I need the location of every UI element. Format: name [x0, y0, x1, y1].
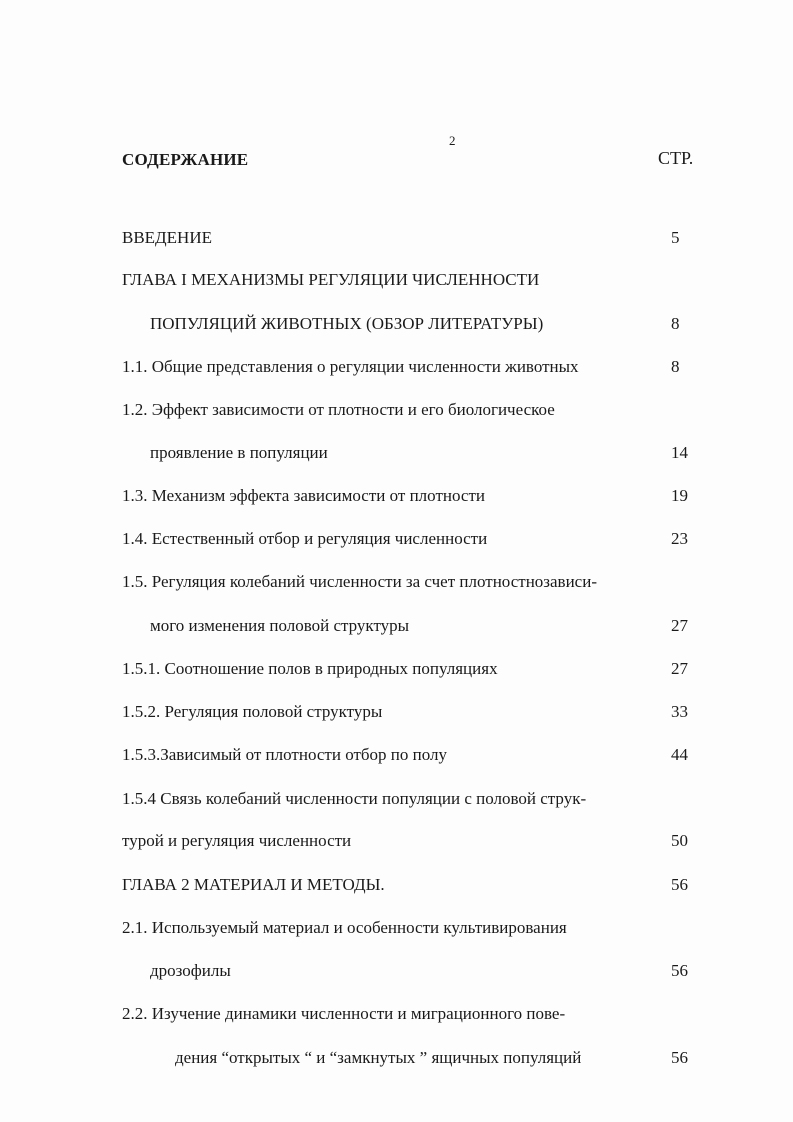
toc-entry-page: 27	[671, 659, 688, 678]
toc-entry	[0, 441, 793, 465]
toc-entry-text: 2.1. Используемый материал и особенности культивирования	[122, 918, 567, 937]
toc-entry-page: 56	[671, 961, 688, 980]
toc-entry-page: 56	[671, 1048, 688, 1067]
toc-entry-text: 1.5.1. Соотношение полов в природных популяциях	[122, 659, 498, 678]
toc-entry-text: 2.2. Изучение динамики численности и миграционного пове-	[122, 1004, 566, 1023]
toc-entry	[0, 355, 793, 379]
toc-entry	[0, 916, 793, 940]
toc-entry-page: 44	[671, 745, 688, 764]
toc-entry-text: турой и регуляция численности	[122, 831, 352, 850]
toc-entry-text: мого изменения половой структуры	[150, 616, 410, 635]
toc-entry-text: ГЛАВА 2 МАТЕРИАЛ И МЕТОДЫ.	[122, 875, 385, 894]
toc-entry-text: 1.3. Механизм эффекта зависимости от плотности	[122, 486, 485, 505]
toc-entry	[0, 829, 793, 853]
toc-entry	[0, 700, 793, 724]
toc-entry-page: 14	[671, 443, 688, 462]
toc-entry	[0, 570, 793, 594]
toc-entry-text: 1.4. Естественный отбор и регуляция численности	[122, 529, 488, 548]
toc-entry	[0, 614, 793, 638]
toc-entry-text: ВВЕДЕНИЕ	[122, 228, 212, 247]
toc-entry-page: 56	[671, 875, 688, 894]
toc-entry	[0, 657, 793, 681]
toc-entry	[0, 959, 793, 983]
toc-entry-page: 19	[671, 486, 688, 505]
toc-entry-page: 27	[671, 616, 688, 635]
toc-entry-page: 8	[671, 357, 680, 376]
toc-entry-text: ПОПУЛЯЦИЙ ЖИВОТНЫХ (ОБЗОР ЛИТЕРАТУРЫ)	[150, 314, 544, 333]
page-title: СОДЕРЖАНИЕ	[122, 150, 249, 169]
toc-entry	[0, 743, 793, 767]
toc-entry	[0, 226, 793, 250]
toc-entry-page: 50	[671, 831, 688, 850]
page-column-label: СТР.	[658, 148, 694, 168]
toc-entry	[0, 873, 793, 897]
toc-entry-text: 1.5.3.Зависимый от плотности отбор по полу	[122, 745, 448, 764]
toc-entry-text: 1.1. Общие представления о регуляции численности животных	[122, 357, 579, 376]
toc-entry-page: 8	[671, 314, 680, 333]
toc-entry	[0, 787, 793, 811]
toc-entry	[0, 1002, 793, 1026]
toc-entry-page: 23	[671, 529, 688, 548]
toc-entry-text: 1.5.2. Регуляция половой структуры	[122, 702, 383, 721]
toc-entry-text: дения “открытых “ и “замкнутых ” ящичных популяций	[175, 1048, 582, 1067]
toc-entry-text: проявление в популяции	[150, 443, 328, 462]
toc-entry	[0, 1046, 793, 1070]
toc-entry	[0, 484, 793, 508]
toc-entry-text: ГЛАВА I МЕХАНИЗМЫ РЕГУЛЯЦИИ ЧИСЛЕННОСТИ	[122, 270, 540, 289]
toc-entry-page: 33	[671, 702, 688, 721]
toc-entry-text: 1.5. Регуляция колебаний численности за счет плотностнозависи-	[122, 572, 597, 591]
toc-entry-text: дрозофилы	[150, 961, 231, 980]
toc-entry	[0, 268, 793, 292]
toc-entry-text: 1.2. Эффект зависимости от плотности и его биологическое	[122, 400, 555, 419]
toc-entry	[0, 312, 793, 336]
page-number: 2	[449, 133, 456, 148]
toc-entry-text: 1.5.4 Связь колебаний численности популяции с половой струк-	[122, 789, 587, 808]
toc-entry-page: 5	[671, 228, 680, 247]
toc-entry	[0, 527, 793, 551]
toc-entry	[0, 398, 793, 422]
